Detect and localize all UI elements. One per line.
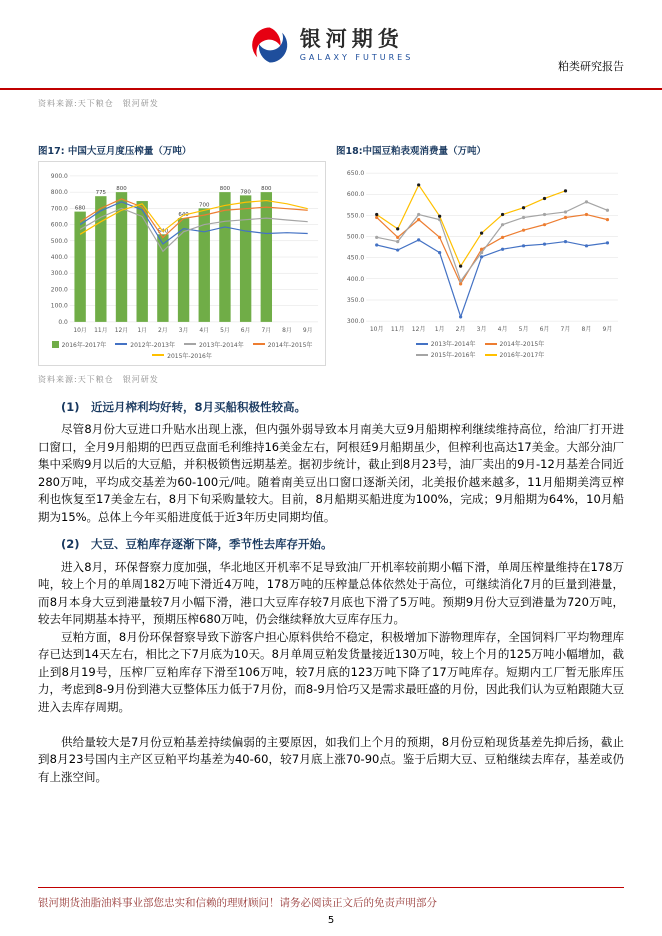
svg-text:2月: 2月	[158, 326, 168, 334]
svg-text:0.0: 0.0	[58, 318, 68, 326]
svg-text:9月: 9月	[302, 326, 313, 334]
legend-line-swatch	[416, 343, 428, 345]
svg-text:775: 775	[95, 190, 107, 197]
svg-text:1月: 1月	[434, 326, 445, 334]
chart18-svg	[336, 161, 624, 334]
legend-label: 2015年-2016年	[430, 352, 476, 360]
legend-line-swatch	[115, 343, 127, 345]
svg-text:800: 800	[261, 186, 272, 193]
header	[0, 0, 662, 90]
legend-label: 2015年-2016年	[167, 352, 212, 360]
soybean-crush-chart	[38, 161, 326, 366]
legend-item	[115, 340, 175, 349]
svg-text:5月: 5月	[220, 326, 230, 334]
svg-text:650.0: 650.0	[346, 170, 365, 178]
legend-line-swatch	[485, 354, 497, 356]
svg-text:10月: 10月	[369, 326, 384, 334]
paragraph-3: 豆粕方面，8月份环保督察导致下游客户担心原料供给不稳定，积极增加下游物理库存，全国饲料厂平均物理库存已达到14天左右，相比之下7月底为10天。8月单周豆粕发货量接近130万吨，较上个月的125万吨小幅增加，截止到8月19号，压榨厂豆粕库存下滑至106万吨，较7月底的123万吨下降了17万吨库存。短期内工厂暂无胀库压力，考虑到8-9月份到港大豆整体压力低于7月份，而8-9月恰巧又是需求最旺盛的月份，因此我们认为豆粕跟随大豆进入去库存周期。	[38, 629, 624, 714]
charts-row	[38, 143, 624, 366]
legend-label: 2013年-2014年	[430, 341, 476, 349]
legend-label: 2014年-2015年	[267, 341, 313, 349]
galaxy-futures-logo	[249, 24, 414, 66]
svg-text:8月: 8月	[581, 326, 592, 334]
svg-text:350.0: 350.0	[346, 296, 365, 304]
legend-label: 2014年-2015年	[499, 341, 545, 349]
svg-text:600.0: 600.0	[346, 191, 365, 199]
chart18-title: 图18:中国豆粕表观消费量（万吨）	[336, 146, 487, 157]
logo-en-label: GALAXY FUTURES	[299, 53, 414, 63]
footer-disclaimer: 银河期货油脂油料事业部您忠实和信赖的理财顾问！请务必阅读正文后的免责声明部分	[38, 897, 437, 909]
page-number: 5	[327, 915, 335, 926]
legend-item	[485, 339, 545, 348]
svg-text:800.0: 800.0	[50, 189, 68, 197]
figure-18	[336, 143, 624, 366]
svg-text:8月: 8月	[282, 326, 292, 334]
svg-text:800: 800	[116, 186, 127, 193]
footer	[0, 887, 662, 936]
svg-text:400.0: 400.0	[50, 253, 68, 261]
chart17-svg	[40, 164, 324, 335]
svg-text:11月: 11月	[94, 326, 108, 334]
legend-item	[253, 340, 313, 349]
svg-text:3月: 3月	[178, 326, 189, 334]
svg-text:200.0: 200.0	[50, 286, 68, 294]
svg-text:700: 700	[199, 202, 210, 209]
svg-text:2月: 2月	[455, 326, 466, 334]
legend-item	[52, 340, 107, 349]
svg-text:540: 540	[157, 228, 169, 235]
svg-text:4月: 4月	[497, 326, 508, 334]
svg-text:12月: 12月	[411, 326, 426, 334]
svg-text:1月: 1月	[137, 326, 148, 334]
svg-text:640: 640	[178, 212, 189, 219]
svg-text:550.0: 550.0	[346, 212, 365, 220]
legend-item	[184, 340, 244, 349]
legend-item	[416, 350, 476, 359]
svg-text:7月: 7月	[261, 326, 272, 334]
paragraph-1: 尽管8月份大豆进口升贴水出现上涨，但内强外弱导致本月南美大豆9月船期榨利继续维持高位，给油厂打开进口窗口，全月9月船期的巴西豆盘面毛利维持16美金左右，阿根廷9月船期虽少，但榨利也高达17美金。大部分油厂集中采购9月以后的大豆船，并积极锁售远期基差。据初步统计，截止到8月23号，油厂卖出的9月-12月基差合同近280万吨，平均成交基差为60-100元/吨。随着南美豆出口窗口逐渐关闭，北美报价越来越多，11月船期美湾豆榨利也恢复至17美金左右，8月下旬采购量较大。目前，8月船期买船进度为100%，完成；9月船期为64%，10月船期为15%。总体上今年买船进度低于近3年历史同期均值。	[38, 422, 624, 524]
svg-text:5月: 5月	[518, 326, 529, 334]
chart17-legend	[51, 340, 313, 360]
chart18-legend	[388, 339, 573, 359]
meal-consumption-chart	[336, 161, 624, 359]
svg-text:4月: 4月	[199, 326, 210, 334]
svg-text:600.0: 600.0	[50, 221, 68, 229]
svg-text:6月: 6月	[240, 326, 251, 334]
report-type-label: 粕类研究报告	[558, 60, 624, 73]
legend-line-swatch	[152, 354, 164, 356]
chart17-title: 图17: 中国大豆月度压榨量（万吨）	[38, 146, 192, 157]
svg-text:450.0: 450.0	[346, 254, 365, 262]
svg-text:500.0: 500.0	[346, 233, 365, 241]
figure-17	[38, 143, 326, 366]
logo-cn-label: 银河期货	[299, 26, 404, 51]
legend-item	[152, 351, 212, 360]
legend-line-swatch	[485, 343, 497, 345]
svg-text:3月: 3月	[476, 326, 487, 334]
legend-line-swatch	[184, 343, 196, 345]
svg-text:9月: 9月	[602, 326, 613, 334]
report-body	[38, 399, 624, 787]
svg-text:500.0: 500.0	[50, 237, 68, 245]
svg-text:900.0: 900.0	[50, 172, 68, 180]
legend-bar-swatch	[52, 341, 59, 348]
svg-text:10月: 10月	[73, 326, 87, 334]
svg-text:700.0: 700.0	[50, 205, 68, 213]
svg-text:11月: 11月	[390, 326, 405, 334]
svg-text:6月: 6月	[539, 326, 550, 334]
svg-text:12月: 12月	[114, 326, 129, 334]
legend-label: 2016年-2017年	[61, 341, 107, 349]
legend-label: 2012年-2013年	[130, 341, 175, 349]
legend-line-swatch	[253, 343, 265, 345]
svg-text:780: 780	[240, 189, 251, 196]
svg-text:7月: 7月	[560, 326, 571, 334]
paragraph-2: 进入8月，环保督察力度加强，华北地区开机率不足导致油厂开机率较前期小幅下滑，单周压榨量维持在178万吨，较上个月的单周182万吨下滑近4万吨，178万吨的压榨量总体依然处于高位，可继续消化7月的巨量到港量，而8月本身大豆到港量较7月小幅下滑，港口大豆库存较7月底也下滑了5万吨。预期9月份大豆到港量为720万吨，较去年同期基本持平，预期压榨680万吨，仍会继续释放大豆库存压力。	[38, 559, 624, 627]
section-1-heading: (1) 近远月榨利均好转，8月买船积极性较高。	[61, 399, 307, 414]
svg-text:800: 800	[219, 186, 231, 193]
source-note-top: 资料来源:天下粮仓 银河研发	[38, 99, 159, 108]
svg-text:300.0: 300.0	[346, 318, 365, 326]
section-2-heading: (2) 大豆、豆粕库存逐渐下降，季节性去库存开始。	[61, 537, 333, 552]
legend-label: 2013年-2014年	[199, 341, 244, 349]
paragraph-4: 供给量较大是7月份豆粕基差持续偏弱的主要原因，如我们上个月的预期，8月份豆粕现货基差先抑后扬，截止到8月23号国内主产区豆粕平均基差为40-60，较7月底上涨70-90点。鉴于后期大豆、豆粕继续去库存，基差或仍有上涨空间。	[38, 734, 624, 784]
svg-text:400.0: 400.0	[346, 275, 365, 283]
svg-text:100.0: 100.0	[50, 302, 68, 310]
legend-item	[416, 339, 476, 348]
legend-line-swatch	[416, 354, 428, 356]
svg-text:300.0: 300.0	[50, 270, 68, 278]
logo-swirl-icon	[249, 24, 291, 66]
footer-rule	[38, 887, 624, 888]
source-note-bottom: 资料来源:天下粮仓 银河研发	[38, 374, 159, 384]
logo-text	[300, 28, 414, 62]
svg-text:680: 680	[74, 205, 86, 212]
legend-item	[485, 350, 545, 359]
legend-label: 2016年-2017年	[499, 352, 545, 360]
